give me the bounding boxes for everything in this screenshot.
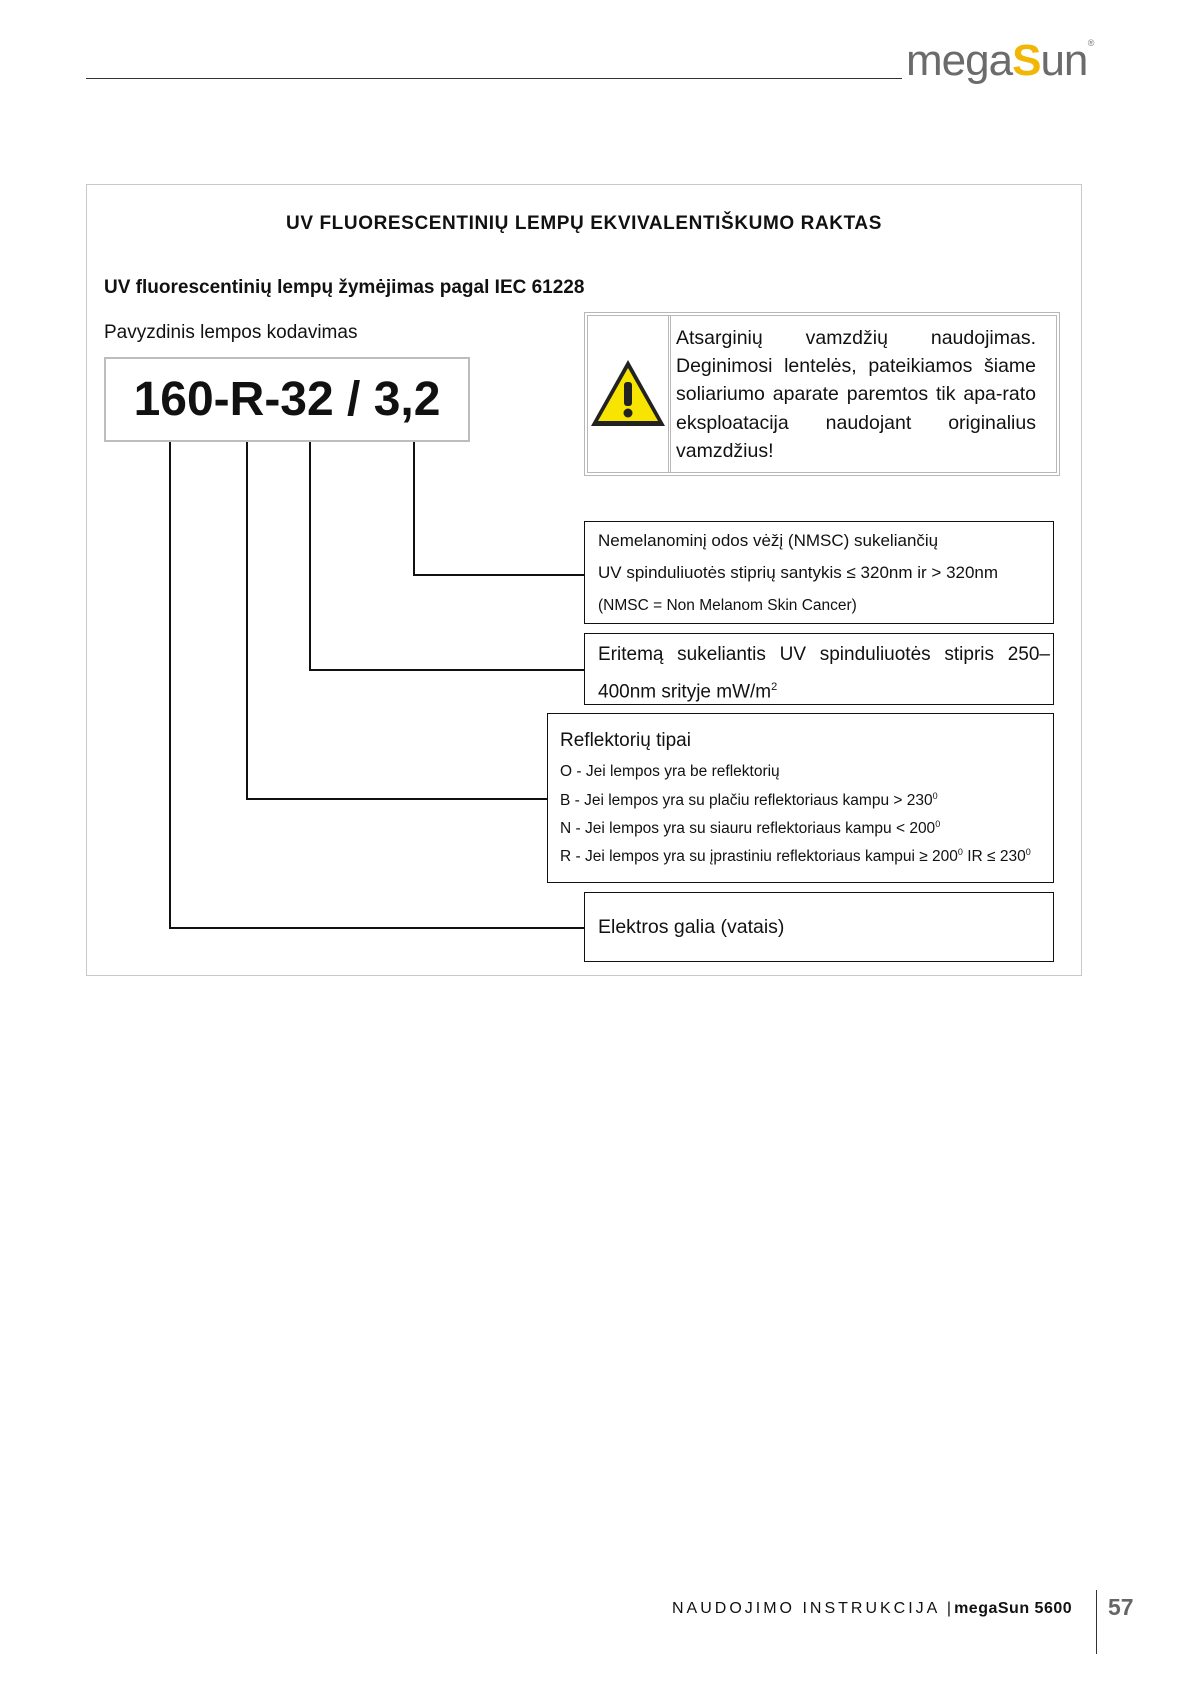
- reflector-item-b: [560, 791, 938, 810]
- page-title: UV FLUORESCENTINIŲ LEMPŲ EKVIVALENTIŠKUMO RAKTAS: [286, 213, 882, 234]
- warning-triangle-icon: [588, 356, 668, 430]
- nmsc-line-2: UV spinduliuotės stiprių santykis ≤ 320nm ir > 320nm: [598, 563, 999, 582]
- lamp-code-box: [104, 357, 470, 442]
- connector-nmsc-vertical: [413, 442, 415, 575]
- reflector-item-tail: IR ≤ 230: [962, 848, 1026, 866]
- reflector-item-text: N - Jei lempos yra su siauru reflektoriaus kampu < 200: [560, 820, 936, 838]
- registered-mark: ®: [1087, 38, 1094, 48]
- connector-erythema-horizontal: [309, 669, 584, 671]
- connector-power-horizontal: [169, 927, 584, 929]
- footer-separator: |: [946, 1600, 955, 1617]
- reflector-item-text: O - Jei lempos yra be reflektorių: [560, 763, 780, 780]
- erythema-text: [598, 639, 1050, 708]
- connector-power-vertical: [169, 442, 171, 928]
- logo-s: S: [1012, 36, 1041, 85]
- footer-product: megaSun 5600: [954, 1600, 1073, 1617]
- header-rule: [86, 78, 902, 79]
- reflector-item-n: [560, 819, 940, 838]
- connector-erythema-vertical: [309, 442, 311, 670]
- connector-reflector-vertical: [246, 442, 248, 799]
- erythema-sup: 2: [771, 681, 778, 693]
- reflector-item-r: [560, 847, 1031, 866]
- connector-nmsc-horizontal: [413, 574, 584, 576]
- example-label: Pavyzdinis lempos kodavimas: [104, 322, 358, 343]
- footer-rule: [1096, 1590, 1097, 1654]
- footer-text: [672, 1600, 1072, 1618]
- logo-prefix: mega: [906, 36, 1013, 85]
- footer-manual: NAUDOJIMO INSTRUKCIJA: [672, 1600, 940, 1617]
- reflector-item-text: R - Jei lempos yra su įprastiniu reflektoriaus kampui ≥ 200: [560, 848, 958, 866]
- degree-sup: 0: [932, 791, 938, 801]
- nmsc-line-3: (NMSC = Non Melanom Skin Cancer): [598, 597, 857, 614]
- reflector-item-text: B - Jei lempos yra su plačiu reflektoriaus kampu > 230: [560, 792, 933, 810]
- degree-sup: 0: [1025, 847, 1031, 857]
- logo-suffix: un: [1040, 36, 1088, 85]
- degree-sup: 0: [957, 847, 963, 857]
- reflector-item-o: [560, 763, 780, 781]
- megasun-logo: [906, 36, 1094, 86]
- erythema-main: Eritemą sukeliantis UV spinduliuotės stipris 250–400nm srityje mW/m: [598, 644, 1050, 703]
- warning-divider: [668, 316, 671, 472]
- connector-reflector-horizontal: [246, 798, 547, 800]
- page-number: 57: [1108, 1594, 1134, 1620]
- reflector-title: Reflektorių tipai: [560, 730, 691, 751]
- power-text: Elektros galia (vatais): [598, 916, 785, 938]
- nmsc-line-1: Nemelanominį odos vėžį (NMSC) sukeliančių: [598, 531, 939, 550]
- warning-text: Atsarginių vamzdžių naudojimas. Deginimosi lentelės, pateikiamos šiame soliariumo aparate paremtos tik apa-rato eksploatacija naudojant originalius vamzdžius!: [676, 327, 1036, 462]
- degree-sup: 0: [935, 819, 941, 829]
- section-subtitle: UV fluorescentinių lempų žymėjimas pagal IEC 61228: [104, 277, 585, 298]
- lamp-code: 160-R-32 / 3,2: [133, 373, 441, 426]
